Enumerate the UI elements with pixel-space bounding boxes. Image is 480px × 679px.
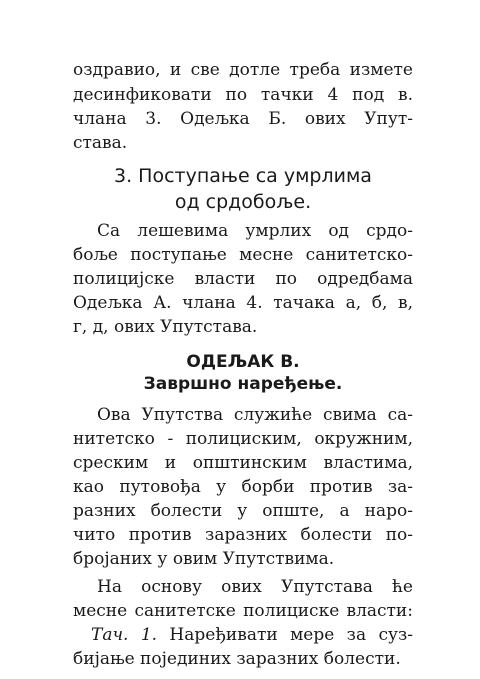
- section-v-p2-line-1: На основу ових Упутстава ће: [97, 577, 413, 597]
- item-1-line-1: [73, 625, 413, 645]
- section-v-p1-line-7: бројаних у овим Упутствима.: [73, 549, 335, 569]
- section-v-heading: ОДЕЉАК В.: [186, 352, 300, 372]
- section-3-title-line-2: од срдобоље.: [174, 191, 312, 213]
- section-v-p1-line-1: Ова Упутства служиће свима са-: [97, 405, 413, 425]
- section-3-line-2: боље поступање месне санитетско-: [73, 245, 413, 265]
- section-3-line-4: Одељка А. члана 4. тачака а, б, в,: [73, 293, 413, 313]
- section-3-line-5: г, д, ових Упутстава.: [73, 317, 258, 337]
- section-3-title-line-1: 3. Поступање са умрлима: [114, 165, 372, 187]
- section-v-subheading: Завршно наређење.: [143, 374, 343, 394]
- intro-line-1: оздравио, и све дотле треба измете: [73, 60, 413, 80]
- intro-line-3: члана 3. Одељка Б. ових Упут-: [73, 109, 413, 129]
- section-v-p1-line-4: као путовођа у борби против за-: [73, 477, 413, 497]
- section-3-line-3: полицијске власти по одредбама: [73, 269, 413, 289]
- section-v-p2-line-2: месне санитетске полициске власти:: [73, 601, 413, 621]
- item-1-label: Тач. 1.: [91, 625, 158, 645]
- item-1-line-2: бијање појединих заразних болести.: [73, 649, 401, 669]
- section-v-p1-line-3: среским и општинским властима,: [73, 453, 413, 473]
- intro-line-2: десинфиковати по тачки 4 под в.: [73, 85, 413, 105]
- section-3-line-1: Са лешевима умрлих од срдо-: [97, 221, 413, 241]
- section-v-p1-line-5: разних болести у опште, а наро-: [73, 501, 413, 521]
- section-v-p1-line-2: нитетско - полициским, окружним,: [73, 429, 413, 449]
- intro-line-4: става.: [73, 133, 128, 153]
- item-1-text: Наређивати мере за суз-: [169, 625, 413, 645]
- section-v-p1-line-6: чито против заразних болести по-: [73, 525, 413, 545]
